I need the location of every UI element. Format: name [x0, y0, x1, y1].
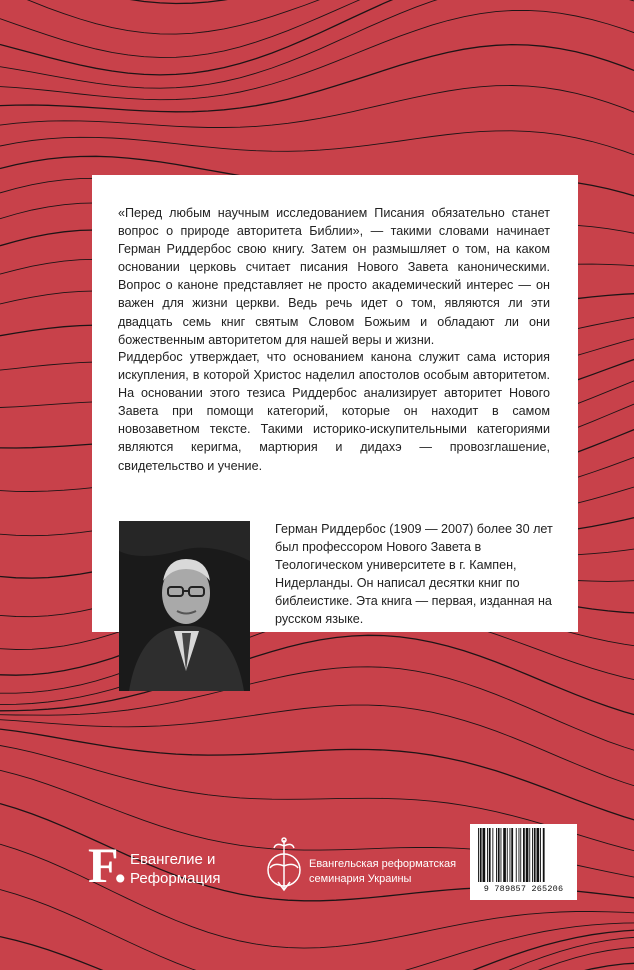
wave-line	[0, 890, 634, 970]
barcode-bar	[511, 828, 513, 882]
wave-line	[0, 930, 634, 970]
wave-line	[0, 45, 634, 112]
barcode-bar	[478, 828, 479, 882]
wave-line	[0, 635, 634, 716]
barcode-bar	[503, 828, 506, 882]
barcode-bar	[529, 828, 530, 882]
seminary-name-line-2: семинария Украины	[309, 873, 412, 885]
barcode-bar	[487, 828, 488, 882]
barcode-bar	[534, 828, 536, 882]
barcode-bar	[526, 828, 529, 882]
wave-line	[0, 0, 634, 88]
publisher-name-line-2: Реформация	[130, 870, 221, 887]
barcode-bar	[489, 828, 491, 882]
wave-line	[0, 963, 634, 970]
barcode-bar	[496, 828, 497, 882]
isbn-number: 9 789857 265206	[483, 884, 564, 894]
barcode-bar	[501, 828, 502, 882]
author-bio: Герман Риддербос (1909 — 2007) более 30 лет был профессором Нового Завета в Теологическом университете в г. Кампен, Нидерланды. Он написал десятки книг по библеистике. Эта книга — первая, изданная на русском языке.	[275, 522, 553, 627]
barcode-bar	[523, 828, 525, 882]
barcode-bar	[480, 828, 482, 882]
barcode-bar	[532, 828, 533, 882]
barcode-bar	[498, 828, 500, 882]
barcode-bar	[516, 828, 517, 882]
seminary-emblem-icon	[262, 836, 306, 894]
barcode-bar	[519, 828, 520, 882]
wave-line	[0, 131, 634, 157]
publisher-name-line-1: Евангелие и	[130, 851, 216, 868]
isbn-barcode	[470, 824, 577, 900]
barcode-bar	[483, 828, 486, 882]
barcode-bar	[520, 828, 521, 882]
author-portrait-icon	[119, 521, 250, 691]
author-photo	[119, 521, 250, 691]
publisher-name	[130, 850, 220, 888]
wave-line	[0, 937, 634, 970]
barcode-bars	[470, 824, 577, 884]
barcode-bar	[537, 828, 540, 882]
description-paragraph-1: «Перед любым научным исследованием Писания обязательно станет вопрос о природе авторитета Библии», — такими словами начинает Герман Риддербос свою книгу. Затем он размышляет о том, на каком основании церковь считает писания Нового Завета каноническими. Вопрос о каноне представляет не просто академический интерес — он важен для жизни церкви. Ведь речь идет о том, являются ли эти двадцать семь книг святым Словом Божьим и обладают ли они божественным авторитетом для нашей веры и жизни.	[118, 206, 550, 347]
wave-line	[0, 0, 634, 34]
wave-line	[0, 729, 634, 822]
publisher-logo-letter: F.	[88, 842, 127, 888]
wave-line	[0, 0, 634, 57]
seminary-name-line-1: Евангельская реформатская	[309, 858, 457, 870]
barcode-bar	[492, 828, 493, 882]
publisher-f-logo-icon	[88, 842, 128, 888]
barcode-bar	[540, 828, 541, 882]
description-paragraph-2: Риддербос утверждает, что основанием канона служит сама история искупления, в которой Христос наделил апостолов особым авторитетом. На основании этого тезиса Риддербос анализирует авторитет Нового Завета при помощи категорий, которые он находит в самом новозаветном тексте. Такими историко-искупительными категориями являются керигма, мартюрия и дидахэ — провозглашение, свидетельство и учение.	[118, 350, 550, 473]
barcode-bar	[543, 828, 545, 882]
wave-line	[0, 705, 634, 788]
seminary-name	[309, 857, 456, 887]
barcode-bar	[510, 828, 511, 882]
barcode-bar	[507, 828, 508, 882]
